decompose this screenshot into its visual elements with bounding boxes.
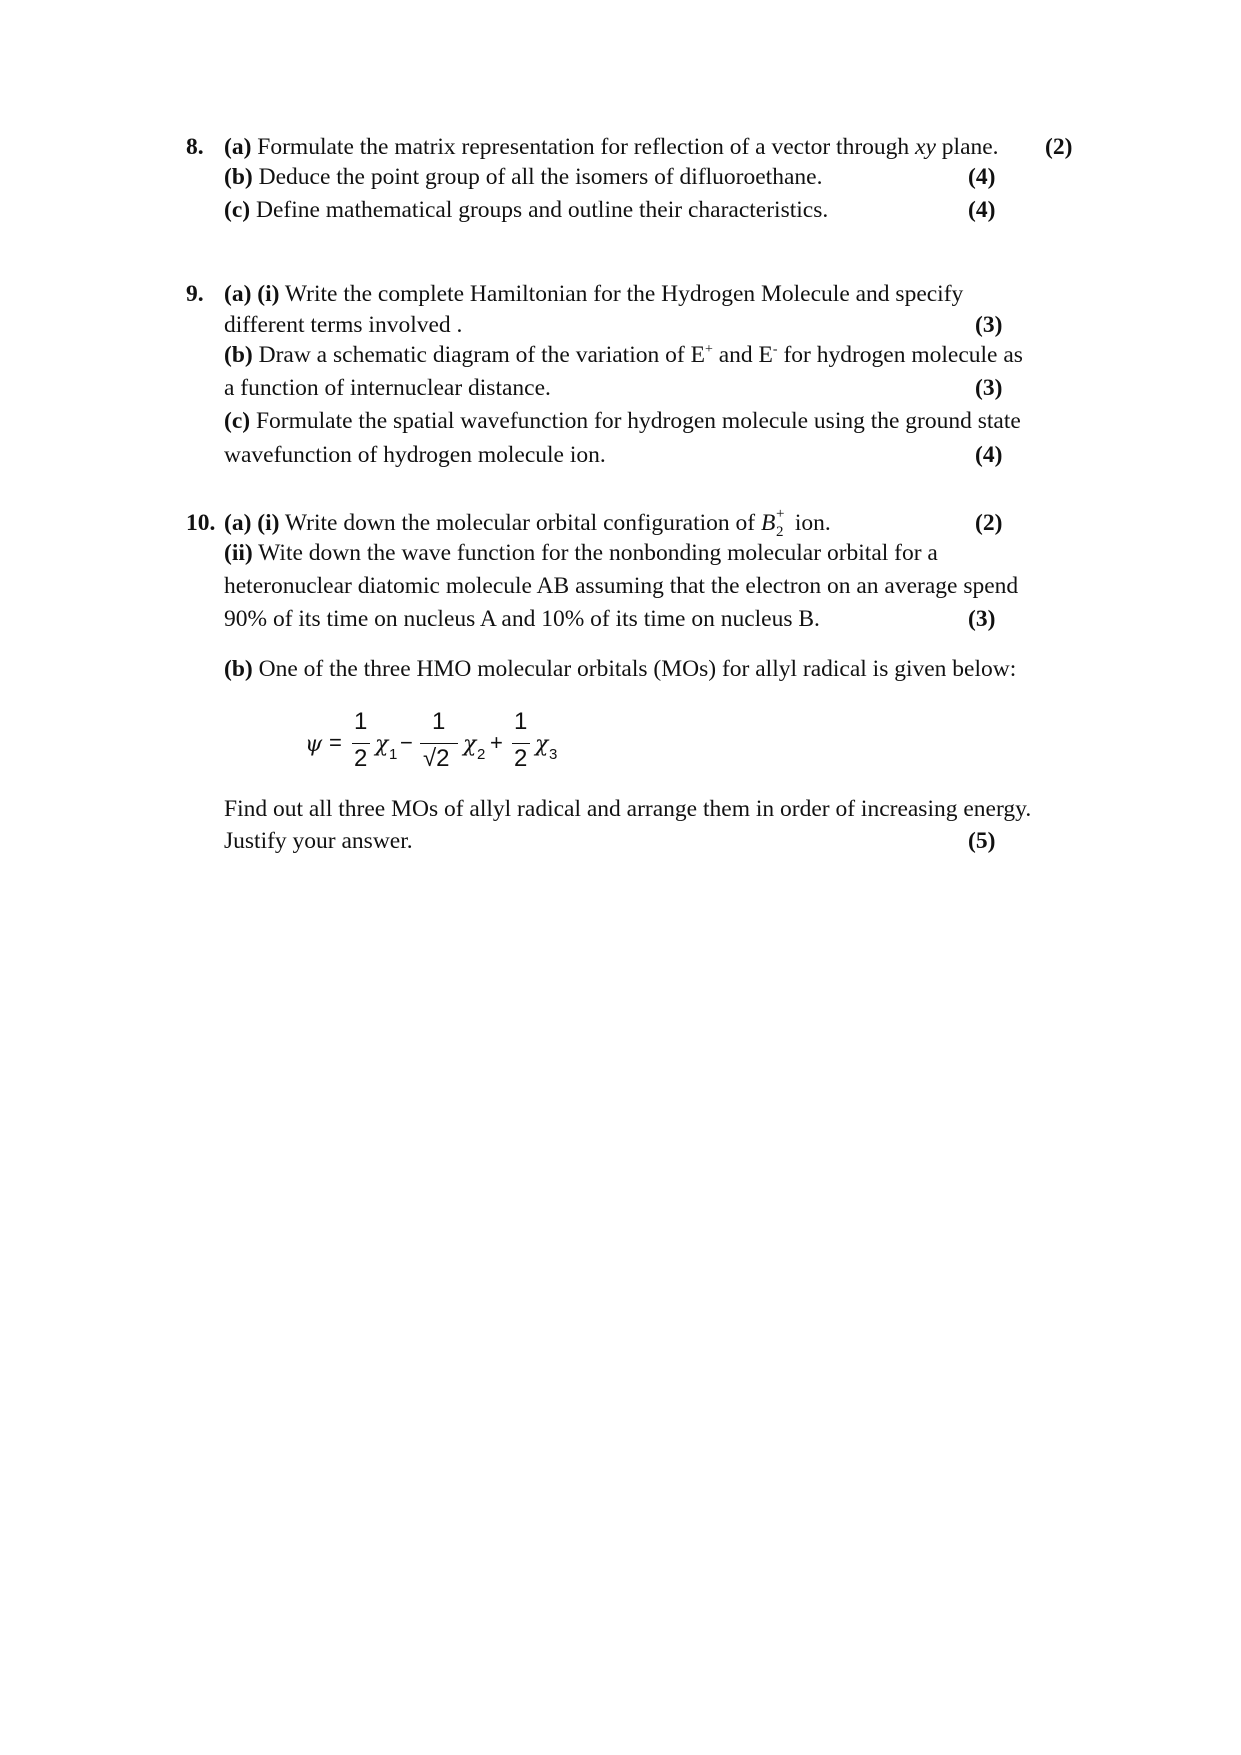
allyl-mo-formula (305, 708, 585, 786)
coef2-denominator: √2 (423, 745, 450, 772)
equals-sign: = (329, 730, 342, 755)
question-10a-ii-marks: (3) (968, 606, 996, 632)
question-9b-text-end: for hydrogen molecule as (777, 342, 1023, 368)
question-9a-line2: different terms involved . (224, 312, 463, 338)
chi1-subscript: 1 (389, 746, 398, 763)
question-10b-line-after1: Find out all three MOs of allyl radical and arrange them in order of increasing energy. (224, 796, 1032, 822)
question-10b (224, 654, 1016, 684)
minus-sign: − (400, 730, 413, 755)
question-9c-text: Formulate the spatial wavefunction for hydrogen molecule using the ground state (250, 408, 1021, 434)
question-10a-ii-label: (ii) (224, 540, 253, 566)
question-10a-i-text: Write down the molecular orbital configuration of (279, 510, 762, 536)
question-8c-marks: (4) (968, 197, 996, 223)
coef3-numerator: 1 (514, 708, 528, 735)
chi3-symbol: χ (535, 732, 549, 757)
question-10b-line-after2: Justify your answer. (224, 828, 413, 854)
question-9b-text-mid: and E (712, 342, 773, 368)
coef1-numerator: 1 (354, 708, 368, 735)
b2-plus-ion (761, 508, 789, 538)
plus-sign: + (490, 730, 503, 755)
question-9c-marks: (4) (975, 442, 1003, 468)
question-10a-ii (224, 538, 938, 568)
question-10b-label: (b) (224, 656, 253, 682)
e-minus-superscript: - (772, 342, 778, 357)
ion-subscript: 2 (776, 524, 784, 540)
e-plus-superscript: + (704, 342, 713, 357)
question-8b-label: (b) (224, 164, 253, 190)
question-10a-ii-line3: 90% of its time on nucleus A and 10% of its time on nucleus B. (224, 606, 820, 632)
question-8a-text: Formulate the matrix representation for reflection of a vector through (251, 134, 916, 160)
question-10a-ii-text: Wite down the wave function for the nonbonding molecular orbital for a (252, 540, 938, 566)
question-9b (224, 340, 1023, 370)
question-8c (224, 195, 828, 225)
question-9b-marks: (3) (975, 375, 1003, 401)
question-8b (224, 162, 822, 192)
question-9a-text: Write the complete Hamiltonian for the Hydrogen Molecule and specify (279, 281, 964, 307)
question-9a-marks: (3) (975, 312, 1003, 338)
coef1-denominator: 2 (354, 745, 368, 772)
question-8a-marks: (2) (1045, 134, 1073, 160)
ion-base: B (761, 510, 776, 536)
question-8-number: 8. (186, 134, 204, 160)
chi2-subscript: 2 (477, 746, 486, 763)
question-8b-marks: (4) (968, 164, 996, 190)
question-9b-text: Draw a schematic diagram of the variation of E (252, 342, 705, 368)
question-9-number: 9. (186, 281, 204, 307)
question-8c-label: (c) (224, 197, 251, 223)
ion-charge: + (776, 506, 785, 522)
question-9b-line2: a function of internuclear distance. (224, 375, 551, 401)
chi1-symbol: χ (375, 732, 389, 757)
question-10b-text: One of the three HMO molecular orbitals (MOs) for allyl radical is given below: (252, 656, 1017, 682)
question-10a-ii-line2: heteronuclear diatomic molecule AB assuming that the electron on an average spend (224, 573, 1019, 599)
question-10-number: 10. (186, 510, 216, 536)
question-8b-text: Deduce the point group of all the isomers of difluoroethane. (252, 164, 823, 190)
chi2-symbol: χ (463, 732, 477, 757)
question-9a (224, 279, 963, 309)
question-10a-i-marks: (2) (975, 510, 1003, 536)
question-9c-line2: wavefunction of hydrogen molecule ion. (224, 442, 606, 468)
question-8a-label: (a) (224, 134, 252, 160)
question-8c-text: Define mathematical groups and outline their characteristics. (250, 197, 829, 223)
question-9a-label: (a) (i) (224, 281, 280, 307)
question-9c-label: (c) (224, 408, 251, 434)
question-10a-i-text-end: ion. (789, 510, 831, 536)
question-10a-i (224, 508, 831, 538)
question-8a (224, 132, 999, 162)
question-9b-label: (b) (224, 342, 253, 368)
coef3-denominator: 2 (514, 745, 528, 772)
question-8a-variable: xy (915, 134, 936, 160)
question-10a-i-label: (a) (i) (224, 510, 280, 536)
chi3-subscript: 3 (549, 746, 558, 763)
coef2-numerator: 1 (432, 708, 446, 735)
question-10b-marks: (5) (968, 828, 996, 854)
psi-symbol: ψ (305, 732, 323, 757)
question-8a-text-end: plane. (935, 134, 999, 160)
question-9c (224, 406, 1021, 436)
